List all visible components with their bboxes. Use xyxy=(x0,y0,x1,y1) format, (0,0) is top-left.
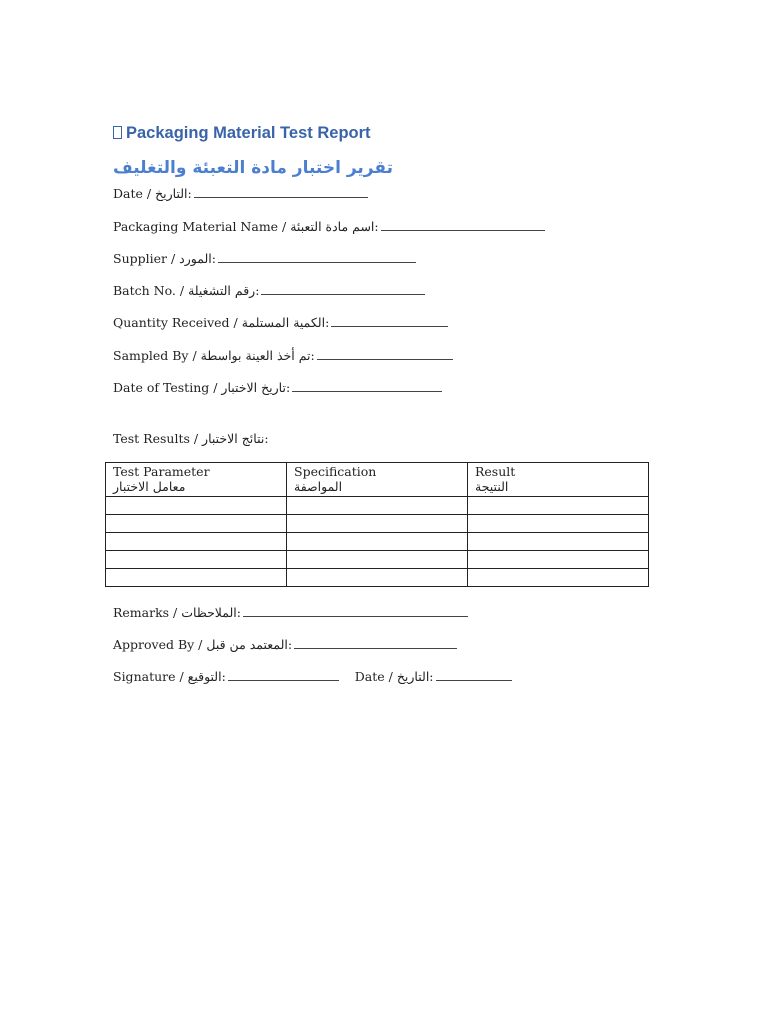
table-row xyxy=(106,569,649,587)
table-cell[interactable] xyxy=(468,551,649,569)
sampled-by-field xyxy=(113,347,453,364)
table-cell[interactable] xyxy=(287,551,468,569)
approved-by-label: Approved By / المعتمد من قبل: xyxy=(113,637,293,652)
test-results-label: Test Results / نتائج الاختبار: xyxy=(113,431,269,446)
supplier-blank[interactable] xyxy=(218,250,416,263)
batch-no-field xyxy=(113,282,425,299)
material-name-blank[interactable] xyxy=(381,218,545,231)
signature-label: Signature / التوقيع: xyxy=(113,669,226,684)
column-header-specification xyxy=(287,463,468,497)
table-row xyxy=(106,551,649,569)
approved-by-field xyxy=(113,636,457,653)
table-cell[interactable] xyxy=(106,497,287,515)
column-header-result xyxy=(468,463,649,497)
table-cell[interactable] xyxy=(106,569,287,587)
table-cell[interactable] xyxy=(287,569,468,587)
date-of-testing-label: Date of Testing / تاريخ الاختبار: xyxy=(113,380,291,395)
table-cell[interactable] xyxy=(287,515,468,533)
quantity-received-field xyxy=(113,314,448,331)
table-cell[interactable] xyxy=(468,533,649,551)
column-header-test-parameter xyxy=(106,463,287,497)
column-header-ar: النتيجة xyxy=(475,479,509,494)
table-row xyxy=(106,515,649,533)
date-label: Date / التاريخ: xyxy=(113,186,192,201)
sampled-by-blank[interactable] xyxy=(317,347,453,360)
batch-no-label: Batch No. / رقم التشغيلة: xyxy=(113,283,260,298)
column-header-en: Specification xyxy=(294,464,377,479)
table-cell[interactable] xyxy=(287,533,468,551)
table-cell[interactable] xyxy=(106,515,287,533)
column-header-en: Test Parameter xyxy=(113,464,210,479)
table-cell[interactable] xyxy=(468,497,649,515)
table-cell[interactable] xyxy=(106,533,287,551)
column-header-en: Result xyxy=(475,464,516,479)
quantity-received-blank[interactable] xyxy=(331,314,448,327)
sampled-by-label: Sampled By / تم أخذ العينة بواسطة: xyxy=(113,348,315,363)
report-heading xyxy=(113,124,371,143)
test-results-table xyxy=(105,462,649,587)
signature-date-label: Date / التاريخ: xyxy=(354,669,434,684)
column-header-ar: معامل الاختبار xyxy=(113,479,186,494)
box-glyph-icon xyxy=(113,126,122,139)
table-cell[interactable] xyxy=(468,515,649,533)
batch-no-blank[interactable] xyxy=(261,282,425,295)
material-name-label: Packaging Material Name / اسم مادة التعبئة: xyxy=(113,219,379,234)
table-cell[interactable] xyxy=(468,569,649,587)
remarks-blank[interactable] xyxy=(243,604,468,617)
supplier-field xyxy=(113,250,416,267)
table-cell[interactable] xyxy=(106,551,287,569)
signature-field xyxy=(113,668,512,685)
date-of-testing-blank[interactable] xyxy=(292,379,442,392)
quantity-received-label: Quantity Received / الكمية المستلمة: xyxy=(113,315,330,330)
table-row xyxy=(106,533,649,551)
table-cell[interactable] xyxy=(287,497,468,515)
supplier-label: Supplier / المورد: xyxy=(113,251,216,266)
column-header-ar: المواصفة xyxy=(294,479,343,494)
signature-date-blank[interactable] xyxy=(436,668,512,681)
report-heading-text: Packaging Material Test Report xyxy=(126,124,371,142)
approved-by-blank[interactable] xyxy=(294,636,457,649)
table-header-row xyxy=(106,463,649,497)
remarks-label: Remarks / الملاحظات: xyxy=(113,605,241,620)
date-of-testing-field xyxy=(113,379,442,396)
date-blank[interactable] xyxy=(194,185,368,198)
arabic-report-title: تقرير اختبار مادة التعبئة والتغليف xyxy=(113,158,393,178)
material-name-field xyxy=(113,218,545,235)
remarks-field xyxy=(113,604,468,621)
table-row xyxy=(106,497,649,515)
date-field xyxy=(113,185,368,202)
signature-blank[interactable] xyxy=(228,668,339,681)
